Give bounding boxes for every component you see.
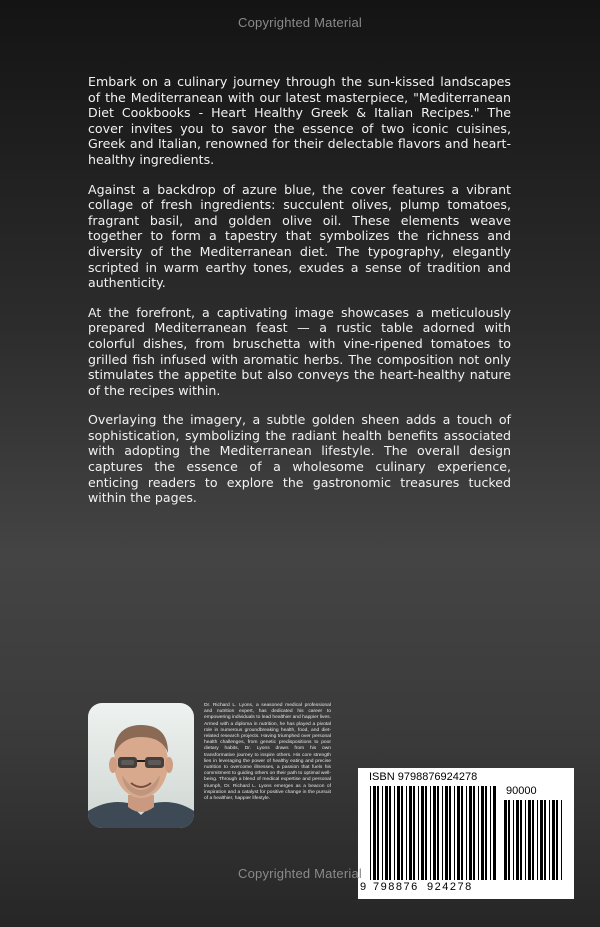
description-paragraph: Embark on a culinary journey through the sun-kissed landscapes of the Mediterranean with our latest masterpiece, "Mediterranean Diet Cookbooks - Heart Healthy Greek & Italian Recipes." The cover invites you to savor the essence of two iconic cuisines, Greek and Italian, renowned for their delectable flavors and heart-healthy ingredients.	[88, 74, 511, 167]
barcode-left-digits: 798876	[373, 881, 419, 893]
book-description	[88, 74, 511, 520]
author-photo	[88, 703, 194, 828]
description-paragraph: Overlaying the imagery, a subtle golden sheen adds a touch of sophistication, symbolizing the radiant health benefits associated with adopting the Mediterranean lifestyle. The overall design captures the essence of a wholesome culinary experience, enticing readers to explore the gastronomic treasures tucked within the pages.	[88, 412, 511, 506]
barcode-right-digits: 924278	[427, 881, 473, 893]
price-code: 90000	[506, 785, 537, 797]
barcode-digits	[358, 881, 574, 895]
isbn-label: ISBN 9798876924278	[369, 771, 478, 783]
description-paragraph: Against a backdrop of azure blue, the cover features a vibrant collage of fresh ingredients: succulent olives, plump tomatoes, fragrant basil, and golden olive oil. These elements weave together to form a tapestry that symbolizes the richness and diversity of the Mediterranean diet. The typography, elegantly scripted in warm earthy tones, exudes a sense of tradition and authenticity.	[88, 181, 511, 291]
author-portrait-image	[88, 703, 194, 828]
description-paragraph: At the forefront, a captivating image showcases a meticulously prepared Mediterranean feast — a rustic table adorned with colorful dishes, from bruschetta with vine-ripened tomatoes to grilled fish infused with aromatic herbs. The composition not only stimulates the appetite but also conveys the heart-healthy nature of the recipes within.	[88, 304, 511, 398]
author-bio: Dr. Richard L. Lyons, a seasoned medical professional and nutrition expert, has dedicated his career to empowering individuals to lead healthier and happier lives. Armed with a diploma in nutrition, he has played a pivotal role in numerous groundbreaking health, food, and diet-related research projects. Having triumphed over personal health challenges, from genetic predispositions to poor dietary habits, Dr. Lyons draws from his own transformative journey to inspire others. His core strength lies in leveraging the power of healthy eating and precise nutrition to overcome illnesses, a passion that fuels his commitment to guiding others on their path to optimal well-being. Through a blend of medical expertise and personal triumph, Dr. Richard L. Lyons emerges as a beacon of inspiration and a catalyst for positive change in the pursuit of a healthier, happier lifestyle.	[204, 703, 331, 802]
copyright-watermark-top: Copyrighted Material	[238, 15, 362, 30]
barcode-first-digit: 9	[360, 881, 367, 893]
copyright-watermark-bottom: Copyrighted Material	[238, 866, 362, 881]
